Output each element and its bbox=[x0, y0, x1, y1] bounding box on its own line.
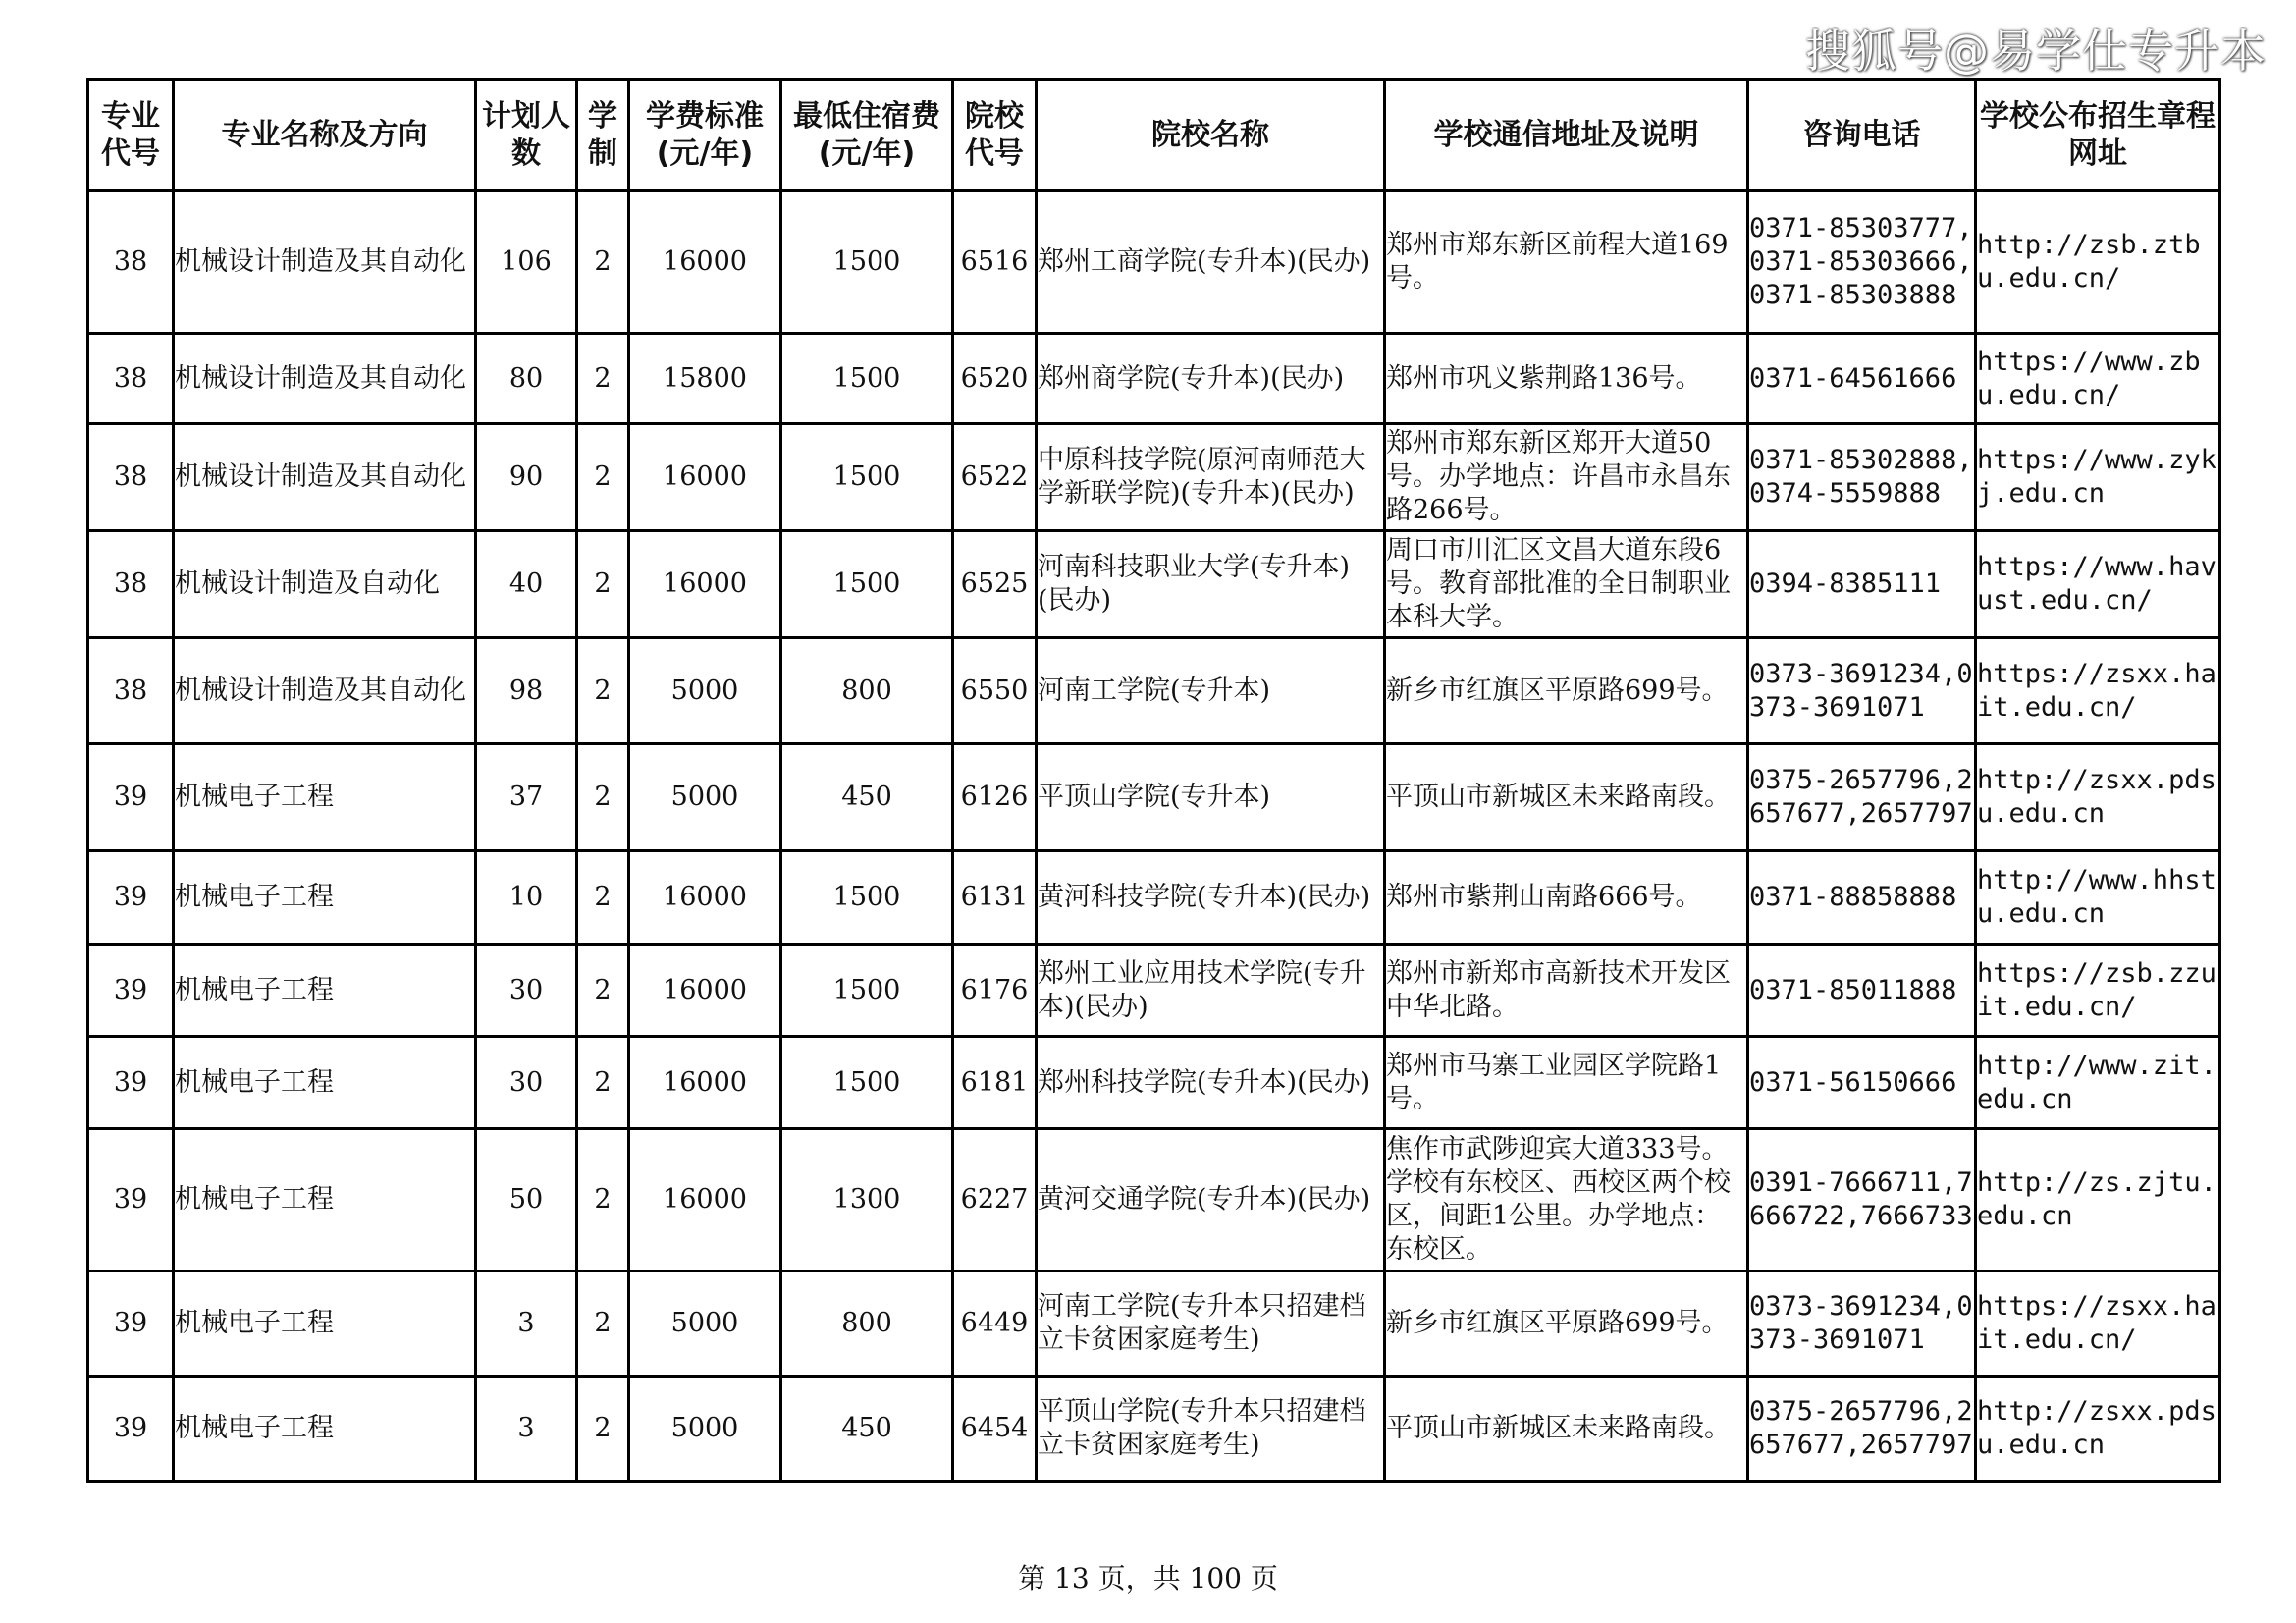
years-cell: 2 bbox=[577, 191, 629, 334]
address-cell: 郑州市马寨工业园区学院路1号。 bbox=[1385, 1037, 1748, 1129]
website-link[interactable]: http://zsb.ztbu.edu.cn/ bbox=[1976, 191, 2220, 334]
major-name-cell: 机械电子工程 bbox=[174, 744, 476, 851]
phone-cell: 0371-85302888,0374-5559888 bbox=[1748, 424, 1976, 531]
admission-table bbox=[86, 78, 2221, 1483]
school-name-cell: 郑州工商学院(专升本)(民办) bbox=[1037, 191, 1385, 334]
school-code-cell: 6520 bbox=[953, 334, 1037, 424]
dorm-fee-cell: 1500 bbox=[781, 851, 953, 945]
table-row bbox=[88, 744, 2220, 851]
header-website: 学校公布招生章程网址 bbox=[1976, 80, 2220, 191]
years-cell: 2 bbox=[577, 1271, 629, 1377]
dorm-fee-cell: 1500 bbox=[781, 1037, 953, 1129]
major-code-cell: 39 bbox=[88, 945, 174, 1037]
school-name-cell: 河南工学院(专升本) bbox=[1037, 638, 1385, 744]
website-link[interactable]: https://www.zykj.edu.cn bbox=[1976, 424, 2220, 531]
plan-count-cell: 3 bbox=[476, 1271, 577, 1377]
address-cell: 周口市川汇区文昌大道东段6号。教育部批准的全日制职业本科大学。 bbox=[1385, 531, 1748, 638]
header-address: 学校通信地址及说明 bbox=[1385, 80, 1748, 191]
website-link[interactable]: http://www.zit.edu.cn bbox=[1976, 1037, 2220, 1129]
current-page-number: 13 bbox=[1054, 1562, 1090, 1595]
tuition-cell: 5000 bbox=[629, 1271, 781, 1377]
header-row bbox=[88, 80, 2220, 191]
header-school-name: 院校名称 bbox=[1037, 80, 1385, 191]
plan-count-cell: 98 bbox=[476, 638, 577, 744]
address-cell: 焦作市武陟迎宾大道333号。学校有东校区、西校区两个校区，间距1公里。办学地点：东校区。 bbox=[1385, 1129, 1748, 1271]
watermark: 搜狐号@易学仕专升本 bbox=[1805, 25, 2267, 78]
plan-count-cell: 10 bbox=[476, 851, 577, 945]
school-code-cell: 6522 bbox=[953, 424, 1037, 531]
major-code-cell: 38 bbox=[88, 531, 174, 638]
plan-count-cell: 106 bbox=[476, 191, 577, 334]
years-cell: 2 bbox=[577, 945, 629, 1037]
tuition-cell: 5000 bbox=[629, 638, 781, 744]
tuition-cell: 16000 bbox=[629, 531, 781, 638]
tuition-cell: 5000 bbox=[629, 744, 781, 851]
school-code-cell: 6525 bbox=[953, 531, 1037, 638]
phone-cell: 0371-85011888 bbox=[1748, 945, 1976, 1037]
website-link[interactable]: https://zsb.zzuit.edu.cn/ bbox=[1976, 945, 2220, 1037]
school-code-cell: 6516 bbox=[953, 191, 1037, 334]
dorm-fee-cell: 800 bbox=[781, 1271, 953, 1377]
school-code-cell: 6449 bbox=[953, 1271, 1037, 1377]
years-cell: 2 bbox=[577, 744, 629, 851]
page-footer bbox=[0, 1557, 2296, 1596]
school-code-cell: 6227 bbox=[953, 1129, 1037, 1271]
website-link[interactable]: https://www.zbu.edu.cn/ bbox=[1976, 334, 2220, 424]
table-row bbox=[88, 191, 2220, 334]
address-cell: 郑州市巩义紫荆路136号。 bbox=[1385, 334, 1748, 424]
major-code-cell: 39 bbox=[88, 1037, 174, 1129]
dorm-fee-cell: 1500 bbox=[781, 531, 953, 638]
plan-count-cell: 30 bbox=[476, 1037, 577, 1129]
school-code-cell: 6550 bbox=[953, 638, 1037, 744]
major-name-cell: 机械设计制造及其自动化 bbox=[174, 191, 476, 334]
years-cell: 2 bbox=[577, 851, 629, 945]
phone-cell: 0375-2657796,2657677,2657797 bbox=[1748, 1377, 1976, 1482]
plan-count-cell: 37 bbox=[476, 744, 577, 851]
school-code-cell: 6181 bbox=[953, 1037, 1037, 1129]
major-code-cell: 38 bbox=[88, 334, 174, 424]
address-cell: 平顶山市新城区未来路南段。 bbox=[1385, 744, 1748, 851]
footer-prefix: 第 bbox=[1018, 1562, 1055, 1595]
plan-count-cell: 30 bbox=[476, 945, 577, 1037]
major-code-cell: 38 bbox=[88, 191, 174, 334]
table-row bbox=[88, 1129, 2220, 1271]
years-cell: 2 bbox=[577, 424, 629, 531]
plan-count-cell: 3 bbox=[476, 1377, 577, 1482]
phone-cell: 0371-64561666 bbox=[1748, 334, 1976, 424]
address-cell: 郑州市郑东新区前程大道169号。 bbox=[1385, 191, 1748, 334]
header-school-code: 院校代号 bbox=[953, 80, 1037, 191]
footer-middle: 页，共 bbox=[1089, 1562, 1190, 1595]
dorm-fee-cell: 800 bbox=[781, 638, 953, 744]
dorm-fee-cell: 1300 bbox=[781, 1129, 953, 1271]
website-link[interactable]: https://zsxx.hait.edu.cn/ bbox=[1976, 638, 2220, 744]
dorm-fee-cell: 1500 bbox=[781, 334, 953, 424]
address-cell: 郑州市郑东新区郑开大道50号。办学地点：许昌市永昌东路266号。 bbox=[1385, 424, 1748, 531]
dorm-fee-cell: 1500 bbox=[781, 191, 953, 334]
address-cell: 郑州市新郑市高新技术开发区中华北路。 bbox=[1385, 945, 1748, 1037]
dorm-fee-cell: 1500 bbox=[781, 424, 953, 531]
table-row bbox=[88, 424, 2220, 531]
table-row bbox=[88, 851, 2220, 945]
address-cell: 新乡市红旗区平原路699号。 bbox=[1385, 638, 1748, 744]
major-name-cell: 机械设计制造及其自动化 bbox=[174, 424, 476, 531]
school-name-cell: 平顶山学院(专升本) bbox=[1037, 744, 1385, 851]
tuition-cell: 16000 bbox=[629, 945, 781, 1037]
phone-cell: 0373-3691234,0373-3691071 bbox=[1748, 638, 1976, 744]
major-code-cell: 39 bbox=[88, 1129, 174, 1271]
tuition-cell: 5000 bbox=[629, 1377, 781, 1482]
website-link[interactable]: http://zsxx.pdsu.edu.cn bbox=[1976, 744, 2220, 851]
dorm-fee-cell: 1500 bbox=[781, 945, 953, 1037]
years-cell: 2 bbox=[577, 334, 629, 424]
website-link[interactable]: https://zsxx.hait.edu.cn/ bbox=[1976, 1271, 2220, 1377]
address-cell: 平顶山市新城区未来路南段。 bbox=[1385, 1377, 1748, 1482]
school-name-cell: 平顶山学院(专升本只招建档立卡贫困家庭考生) bbox=[1037, 1377, 1385, 1482]
school-name-cell: 黄河交通学院(专升本)(民办) bbox=[1037, 1129, 1385, 1271]
major-name-cell: 机械设计制造及其自动化 bbox=[174, 334, 476, 424]
major-code-cell: 39 bbox=[88, 1377, 174, 1482]
school-name-cell: 河南工学院(专升本只招建档立卡贫困家庭考生) bbox=[1037, 1271, 1385, 1377]
major-code-cell: 39 bbox=[88, 851, 174, 945]
phone-cell: 0371-88858888 bbox=[1748, 851, 1976, 945]
major-name-cell: 机械电子工程 bbox=[174, 945, 476, 1037]
major-name-cell: 机械设计制造及其自动化 bbox=[174, 638, 476, 744]
phone-cell: 0371-56150666 bbox=[1748, 1037, 1976, 1129]
header-dorm-fee: 最低住宿费(元/年) bbox=[781, 80, 953, 191]
header-major-name: 专业名称及方向 bbox=[174, 80, 476, 191]
table-row bbox=[88, 638, 2220, 744]
years-cell: 2 bbox=[577, 1037, 629, 1129]
header-plan-count: 计划人数 bbox=[476, 80, 577, 191]
website-link[interactable]: https://www.havust.edu.cn/ bbox=[1976, 531, 2220, 638]
school-name-cell: 河南科技职业大学(专升本)(民办) bbox=[1037, 531, 1385, 638]
school-name-cell: 郑州科技学院(专升本)(民办) bbox=[1037, 1037, 1385, 1129]
footer-suffix: 页 bbox=[1241, 1562, 1278, 1595]
plan-count-cell: 90 bbox=[476, 424, 577, 531]
tuition-cell: 16000 bbox=[629, 851, 781, 945]
school-name-cell: 郑州工业应用技术学院(专升本)(民办) bbox=[1037, 945, 1385, 1037]
major-name-cell: 机械电子工程 bbox=[174, 1037, 476, 1129]
tuition-cell: 15800 bbox=[629, 334, 781, 424]
website-link[interactable]: http://zs.zjtu.edu.cn bbox=[1976, 1129, 2220, 1271]
major-code-cell: 39 bbox=[88, 744, 174, 851]
school-name-cell: 郑州商学院(专升本)(民办) bbox=[1037, 334, 1385, 424]
school-code-cell: 6176 bbox=[953, 945, 1037, 1037]
phone-cell: 0391-7666711,7666722,7666733 bbox=[1748, 1129, 1976, 1271]
table-row bbox=[88, 945, 2220, 1037]
tuition-cell: 16000 bbox=[629, 424, 781, 531]
total-pages-number: 100 bbox=[1189, 1562, 1242, 1595]
phone-cell: 0394-8385111 bbox=[1748, 531, 1976, 638]
years-cell: 2 bbox=[577, 1129, 629, 1271]
tuition-cell: 16000 bbox=[629, 191, 781, 334]
tuition-cell: 16000 bbox=[629, 1129, 781, 1271]
header-major-code: 专业代号 bbox=[88, 80, 174, 191]
school-code-cell: 6454 bbox=[953, 1377, 1037, 1482]
phone-cell: 0373-3691234,0373-3691071 bbox=[1748, 1271, 1976, 1377]
school-code-cell: 6126 bbox=[953, 744, 1037, 851]
address-cell: 郑州市紫荆山南路666号。 bbox=[1385, 851, 1748, 945]
major-name-cell: 机械电子工程 bbox=[174, 851, 476, 945]
plan-count-cell: 50 bbox=[476, 1129, 577, 1271]
school-code-cell: 6131 bbox=[953, 851, 1037, 945]
phone-cell: 0371-85303777,0371-85303666,0371-85303888 bbox=[1748, 191, 1976, 334]
header-years: 学制 bbox=[577, 80, 629, 191]
years-cell: 2 bbox=[577, 1377, 629, 1482]
major-name-cell: 机械设计制造及自动化 bbox=[174, 531, 476, 638]
years-cell: 2 bbox=[577, 638, 629, 744]
address-cell: 新乡市红旗区平原路699号。 bbox=[1385, 1271, 1748, 1377]
table-row bbox=[88, 531, 2220, 638]
major-code-cell: 39 bbox=[88, 1271, 174, 1377]
website-link[interactable]: http://www.hhstu.edu.cn bbox=[1976, 851, 2220, 945]
dorm-fee-cell: 450 bbox=[781, 1377, 953, 1482]
school-name-cell: 中原科技学院(原河南师范大学新联学院)(专升本)(民办) bbox=[1037, 424, 1385, 531]
major-name-cell: 机械电子工程 bbox=[174, 1377, 476, 1482]
table-row bbox=[88, 1271, 2220, 1377]
table-row bbox=[88, 1377, 2220, 1482]
plan-count-cell: 80 bbox=[476, 334, 577, 424]
dorm-fee-cell: 450 bbox=[781, 744, 953, 851]
website-link[interactable]: http://zsxx.pdsu.edu.cn bbox=[1976, 1377, 2220, 1482]
major-name-cell: 机械电子工程 bbox=[174, 1271, 476, 1377]
major-code-cell: 38 bbox=[88, 638, 174, 744]
years-cell: 2 bbox=[577, 531, 629, 638]
table-row bbox=[88, 1037, 2220, 1129]
school-name-cell: 黄河科技学院(专升本)(民办) bbox=[1037, 851, 1385, 945]
header-tuition: 学费标准(元/年) bbox=[629, 80, 781, 191]
plan-count-cell: 40 bbox=[476, 531, 577, 638]
table-row bbox=[88, 334, 2220, 424]
major-code-cell: 38 bbox=[88, 424, 174, 531]
tuition-cell: 16000 bbox=[629, 1037, 781, 1129]
phone-cell: 0375-2657796,2657677,2657797 bbox=[1748, 744, 1976, 851]
major-name-cell: 机械电子工程 bbox=[174, 1129, 476, 1271]
header-phone: 咨询电话 bbox=[1748, 80, 1976, 191]
